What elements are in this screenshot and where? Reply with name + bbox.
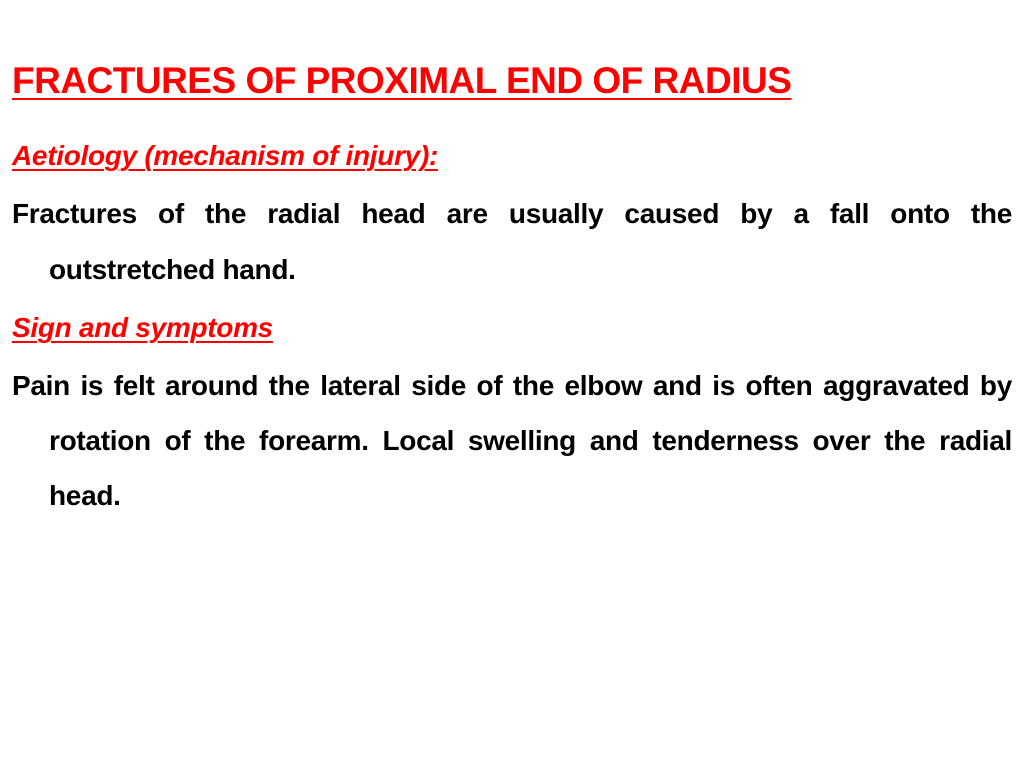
slide-title: FRACTURES OF PROXIMAL END OF RADIUS xyxy=(12,60,792,101)
slide-content xyxy=(12,136,1012,533)
section-heading-signs: Sign and symptoms xyxy=(12,312,273,343)
section-body-signs: Pain is felt around the lateral side of the elbow and is often aggravated by rotation of the forearm. Local swelling and tenderness over the radial head. xyxy=(12,370,1012,511)
section-heading-aetiology: Aetiology (mechanism of injury): xyxy=(12,140,438,171)
section-body-aetiology: Fractures of the radial head are usually caused by a fall onto the outstretched hand. xyxy=(12,198,1012,285)
